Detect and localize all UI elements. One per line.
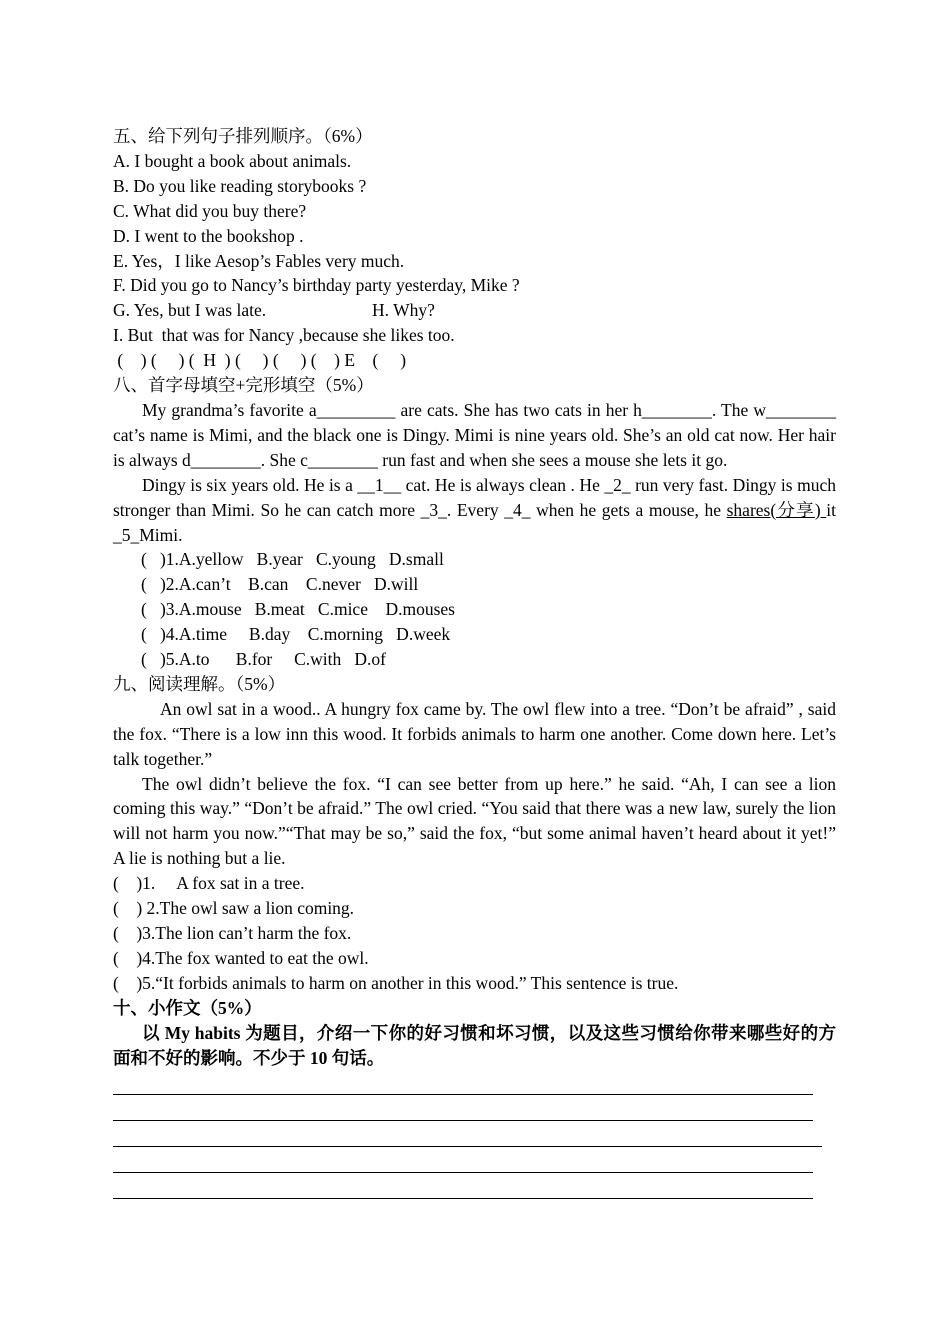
sentence-h: H. Why? xyxy=(372,300,435,321)
composition-prompt xyxy=(113,1021,836,1071)
sentence-e: E. Yes，I like Aesop’s Fables very much. xyxy=(113,250,405,271)
cloze-option-2[interactable]: ( )2.A.can’t B.can C.never D.will xyxy=(141,574,419,595)
reading-question-5[interactable]: ( )5.“It forbids animals to harm on another in this wood.” This sentence is true. xyxy=(113,972,679,993)
writing-line[interactable] xyxy=(113,1070,813,1095)
writing-line[interactable] xyxy=(113,1122,822,1147)
reading-paragraph-1: An owl sat in a wood.. A hungry fox came by. The owl flew into a tree. “Don’t be afraid” , said the fox. “There is a low inn this wood. It forbids animals to harm one another. Come down here. Let’s talk together.” xyxy=(113,698,836,769)
prompt-pre: 以 xyxy=(142,1022,165,1043)
writing-line[interactable] xyxy=(113,1148,813,1173)
order-answer-row[interactable]: ( ) ( ) ( H ) ( ) ( ) ( ) E ( ) xyxy=(113,350,407,371)
sentence-g: G. Yes, but I was late. xyxy=(113,300,267,321)
prompt-number: 10 xyxy=(309,1047,328,1068)
sentence-d: D. I went to the bookshop . xyxy=(113,225,304,246)
prompt-body: 为题目，介绍一下你的好习惯和坏习惯，以及这些习惯给你带来哪些好的方面和不好的影响。不少于 xyxy=(113,1022,837,1068)
cloze-paragraph-1[interactable]: My grandma’s favorite a_________ are cats. She has two cats in her h________. The w________ cat’s name is Mimi, and the black one is Dingy. Mimi is nine years old. She’s an old cat now. Her hair is always d________. She c________ run fast and when she sees a mouse she lets it go. xyxy=(113,399,836,470)
sentence-a: A. I bought a book about animals. xyxy=(113,150,352,171)
sentence-gh-row xyxy=(113,298,836,323)
section10-heading: 十、小作文（5%） xyxy=(113,997,262,1018)
reading-paragraph-2: The owl didn’t believe the fox. “I can see better from up here.” he said. “Ah, I can see a lion coming this way.” “Don’t be afraid.” The owl cried. “You said that there was a new law, surely the lion will not harm you now.”“That may be so,” said the fox, “but some animal haven’t heard about it yet!” A lie is nothing but a lie. xyxy=(113,773,836,869)
reading-question-2[interactable]: ( ) 2.The owl saw a lion coming. xyxy=(113,898,355,919)
cloze-paragraph-2[interactable] xyxy=(113,473,836,548)
worksheet-page xyxy=(113,124,836,1200)
cloze-option-4[interactable]: ( )4.A.time B.day C.morning D.week xyxy=(141,624,451,645)
prompt-title: My habits xyxy=(164,1022,241,1043)
section5-heading: 五、给下列句子排列顺序。（6%） xyxy=(113,126,373,146)
reading-question-4[interactable]: ( )4.The fox wanted to eat the owl. xyxy=(113,947,369,968)
cloze-paragraph-2-end: it _5_Mimi. xyxy=(113,499,836,545)
cloze-option-3[interactable]: ( )3.A.mouse B.meat C.mice D.mouses xyxy=(141,599,455,620)
section9-heading: 九、阅读理解。（5%） xyxy=(113,673,286,694)
sentence-i: I. But that was for Nancy ,because she likes too. xyxy=(113,325,455,346)
cloze-paragraph-2-text: Dingy is six years old. He is a __1__ cat. He is always clean . He _2_ run very fast. Dingy is much stronger than Mimi. So he can catch more _3_. Every _4_ when he gets a mouse, he xyxy=(113,474,836,520)
writing-line[interactable] xyxy=(113,1096,813,1121)
sentence-b: B. Do you like reading storybooks ? xyxy=(113,175,367,196)
section8-heading: 八、首字母填空+完形填空（5%） xyxy=(113,375,374,396)
cloze-option-5[interactable]: ( )5.A.to B.for C.with D.of xyxy=(141,649,386,670)
writing-area[interactable] xyxy=(113,1070,813,1198)
reading-question-1[interactable]: ( )1. A fox sat in a tree. xyxy=(113,873,305,894)
writing-line[interactable] xyxy=(113,1174,813,1199)
sentence-c: C. What did you buy there? xyxy=(113,200,307,221)
shares-underlined: shares(分享) xyxy=(726,499,827,520)
prompt-end: 句话。 xyxy=(327,1047,385,1068)
sentence-f: F. Did you go to Nancy’s birthday party yesterday, Mike ? xyxy=(113,275,520,296)
reading-question-3[interactable]: ( )3.The lion can’t harm the fox. xyxy=(113,923,352,943)
cloze-option-1[interactable]: ( )1.A.yellow B.year C.young D.small xyxy=(141,549,444,570)
